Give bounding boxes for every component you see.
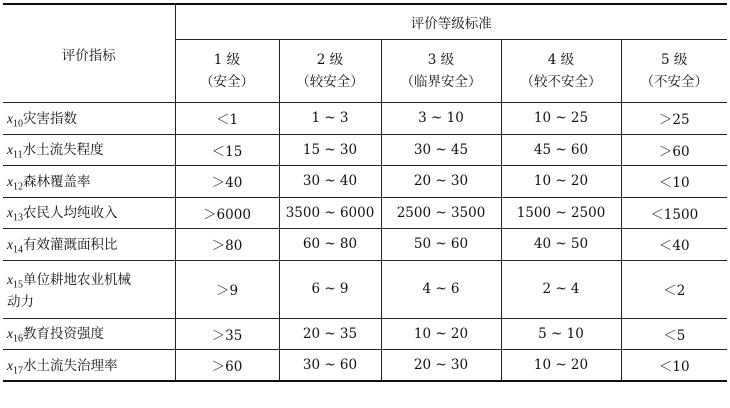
indicator-name: 水土流失治理率: [23, 357, 118, 374]
indicator-subscript: 17: [13, 365, 23, 377]
level-3-value: 3 ~ 10: [381, 103, 501, 135]
level-1-value: ＞9: [175, 260, 279, 318]
level-4-value: 10 ~ 20: [501, 350, 621, 382]
indicator-subscript: 13: [13, 213, 23, 225]
indicator-variable: $x_{12}$: [7, 173, 23, 193]
level-1-value: ＞35: [175, 318, 279, 350]
level-3-value: 20 ~ 30: [381, 350, 501, 382]
level-3-value: 50 ~ 60: [381, 229, 501, 261]
level-5-value: ＜2: [621, 260, 727, 318]
indicator-name: 教育投资强度: [23, 326, 104, 343]
level-2-value: 6 ~ 9: [279, 260, 381, 318]
level-4-value: 10 ~ 20: [501, 166, 621, 198]
level-2-value: 60 ~ 80: [279, 229, 381, 261]
level-header-5: 5 级 （不安全）: [621, 40, 727, 103]
indicator-cell: [3, 318, 175, 350]
level-3-value: 20 ~ 30: [381, 166, 501, 198]
indicator-subscript: 11: [13, 150, 23, 162]
level-4-value: 45 ~ 60: [501, 134, 621, 166]
indicator-variable: $x_{11}$: [7, 142, 23, 162]
level-3-value: 4 ~ 6: [381, 260, 501, 318]
level-5-value: ＞25: [621, 103, 727, 135]
table-row: [3, 103, 727, 135]
level-1-value: ＞40: [175, 166, 279, 198]
indicator-variable: $x_{10}$: [7, 110, 23, 130]
indicator-variable: $x_{15}$: [7, 271, 23, 291]
level-5-value: ＜40: [621, 229, 727, 261]
level-5-value: ＜5: [621, 318, 727, 350]
level-2-value: 30 ~ 40: [279, 166, 381, 198]
standard-header: 评价等级标准: [175, 4, 727, 40]
indicator-subscript: 16: [13, 334, 23, 346]
indicator-cell: [3, 134, 175, 166]
indicator-cell: [3, 197, 175, 229]
level-5-value: ＜1500: [621, 197, 727, 229]
indicator-cell: [3, 166, 175, 198]
level-4-value: 2 ~ 4: [501, 260, 621, 318]
indicator-variable: $x_{13}$: [7, 205, 23, 225]
level-2-value: 30 ~ 60: [279, 350, 381, 382]
level-1-value: ＞6000: [175, 197, 279, 229]
indicator-cell: [3, 350, 175, 382]
level-2-value: 20 ~ 35: [279, 318, 381, 350]
level-1-value: ＞80: [175, 229, 279, 261]
level-2-value: 1 ~ 3: [279, 103, 381, 135]
indicator-subscript: 10: [13, 118, 23, 130]
level-header-3: 3 级 （临界安全）: [381, 40, 501, 103]
table-row: [3, 229, 727, 261]
indicator-subscript: 15: [13, 279, 23, 291]
table-row: [3, 260, 727, 318]
indicator-name: 灾害指数: [23, 110, 77, 127]
level-2-value: 15 ~ 30: [279, 134, 381, 166]
indicator-subscript: 14: [13, 244, 23, 256]
indicator-name: 农民人均纯收入: [23, 205, 118, 222]
table-row: [3, 197, 727, 229]
level-1-value: ＜1: [175, 103, 279, 135]
level-5-value: ＜10: [621, 166, 727, 198]
indicator-header: 评价指标: [3, 4, 175, 103]
table-body: [3, 103, 727, 382]
level-3-value: 2500 ~ 3500: [381, 197, 501, 229]
indicator-variable: $x_{17}$: [7, 357, 23, 377]
table-row: [3, 318, 727, 350]
level-2-value: 3500 ~ 6000: [279, 197, 381, 229]
indicator-cell: [3, 103, 175, 135]
level-1-value: ＜15: [175, 134, 279, 166]
indicator-name: 有效灌溉面积比: [23, 236, 118, 253]
indicator-subscript: 12: [13, 181, 23, 193]
indicator-cell: [3, 229, 175, 261]
level-5-value: ＜10: [621, 350, 727, 382]
level-5-value: ＞60: [621, 134, 727, 166]
indicator-variable: $x_{14}$: [7, 236, 23, 256]
evaluation-standard-table: [3, 3, 727, 382]
level-header-4: 4 级 （较不安全）: [501, 40, 621, 103]
table-row: [3, 134, 727, 166]
level-4-value: 1500 ~ 2500: [501, 197, 621, 229]
level-3-value: 30 ~ 45: [381, 134, 501, 166]
level-4-value: 5 ~ 10: [501, 318, 621, 350]
indicator-cell: [3, 260, 175, 318]
level-header-2: 2 级 （较安全）: [279, 40, 381, 103]
level-4-value: 40 ~ 50: [501, 229, 621, 261]
level-3-value: 10 ~ 20: [381, 318, 501, 350]
level-header-1: 1 级 （安全）: [175, 40, 279, 103]
level-4-value: 10 ~ 25: [501, 103, 621, 135]
table-row: [3, 350, 727, 382]
indicator-name: 森林覆盖率: [23, 173, 91, 190]
indicator-name: 水土流失程度: [22, 142, 104, 159]
table-row: [3, 166, 727, 198]
level-1-value: ＞60: [175, 350, 279, 382]
indicator-name-continued: 动力: [7, 294, 34, 311]
indicator-name: 单位耕地农业机械: [23, 271, 131, 288]
indicator-variable: $x_{16}$: [7, 326, 23, 346]
